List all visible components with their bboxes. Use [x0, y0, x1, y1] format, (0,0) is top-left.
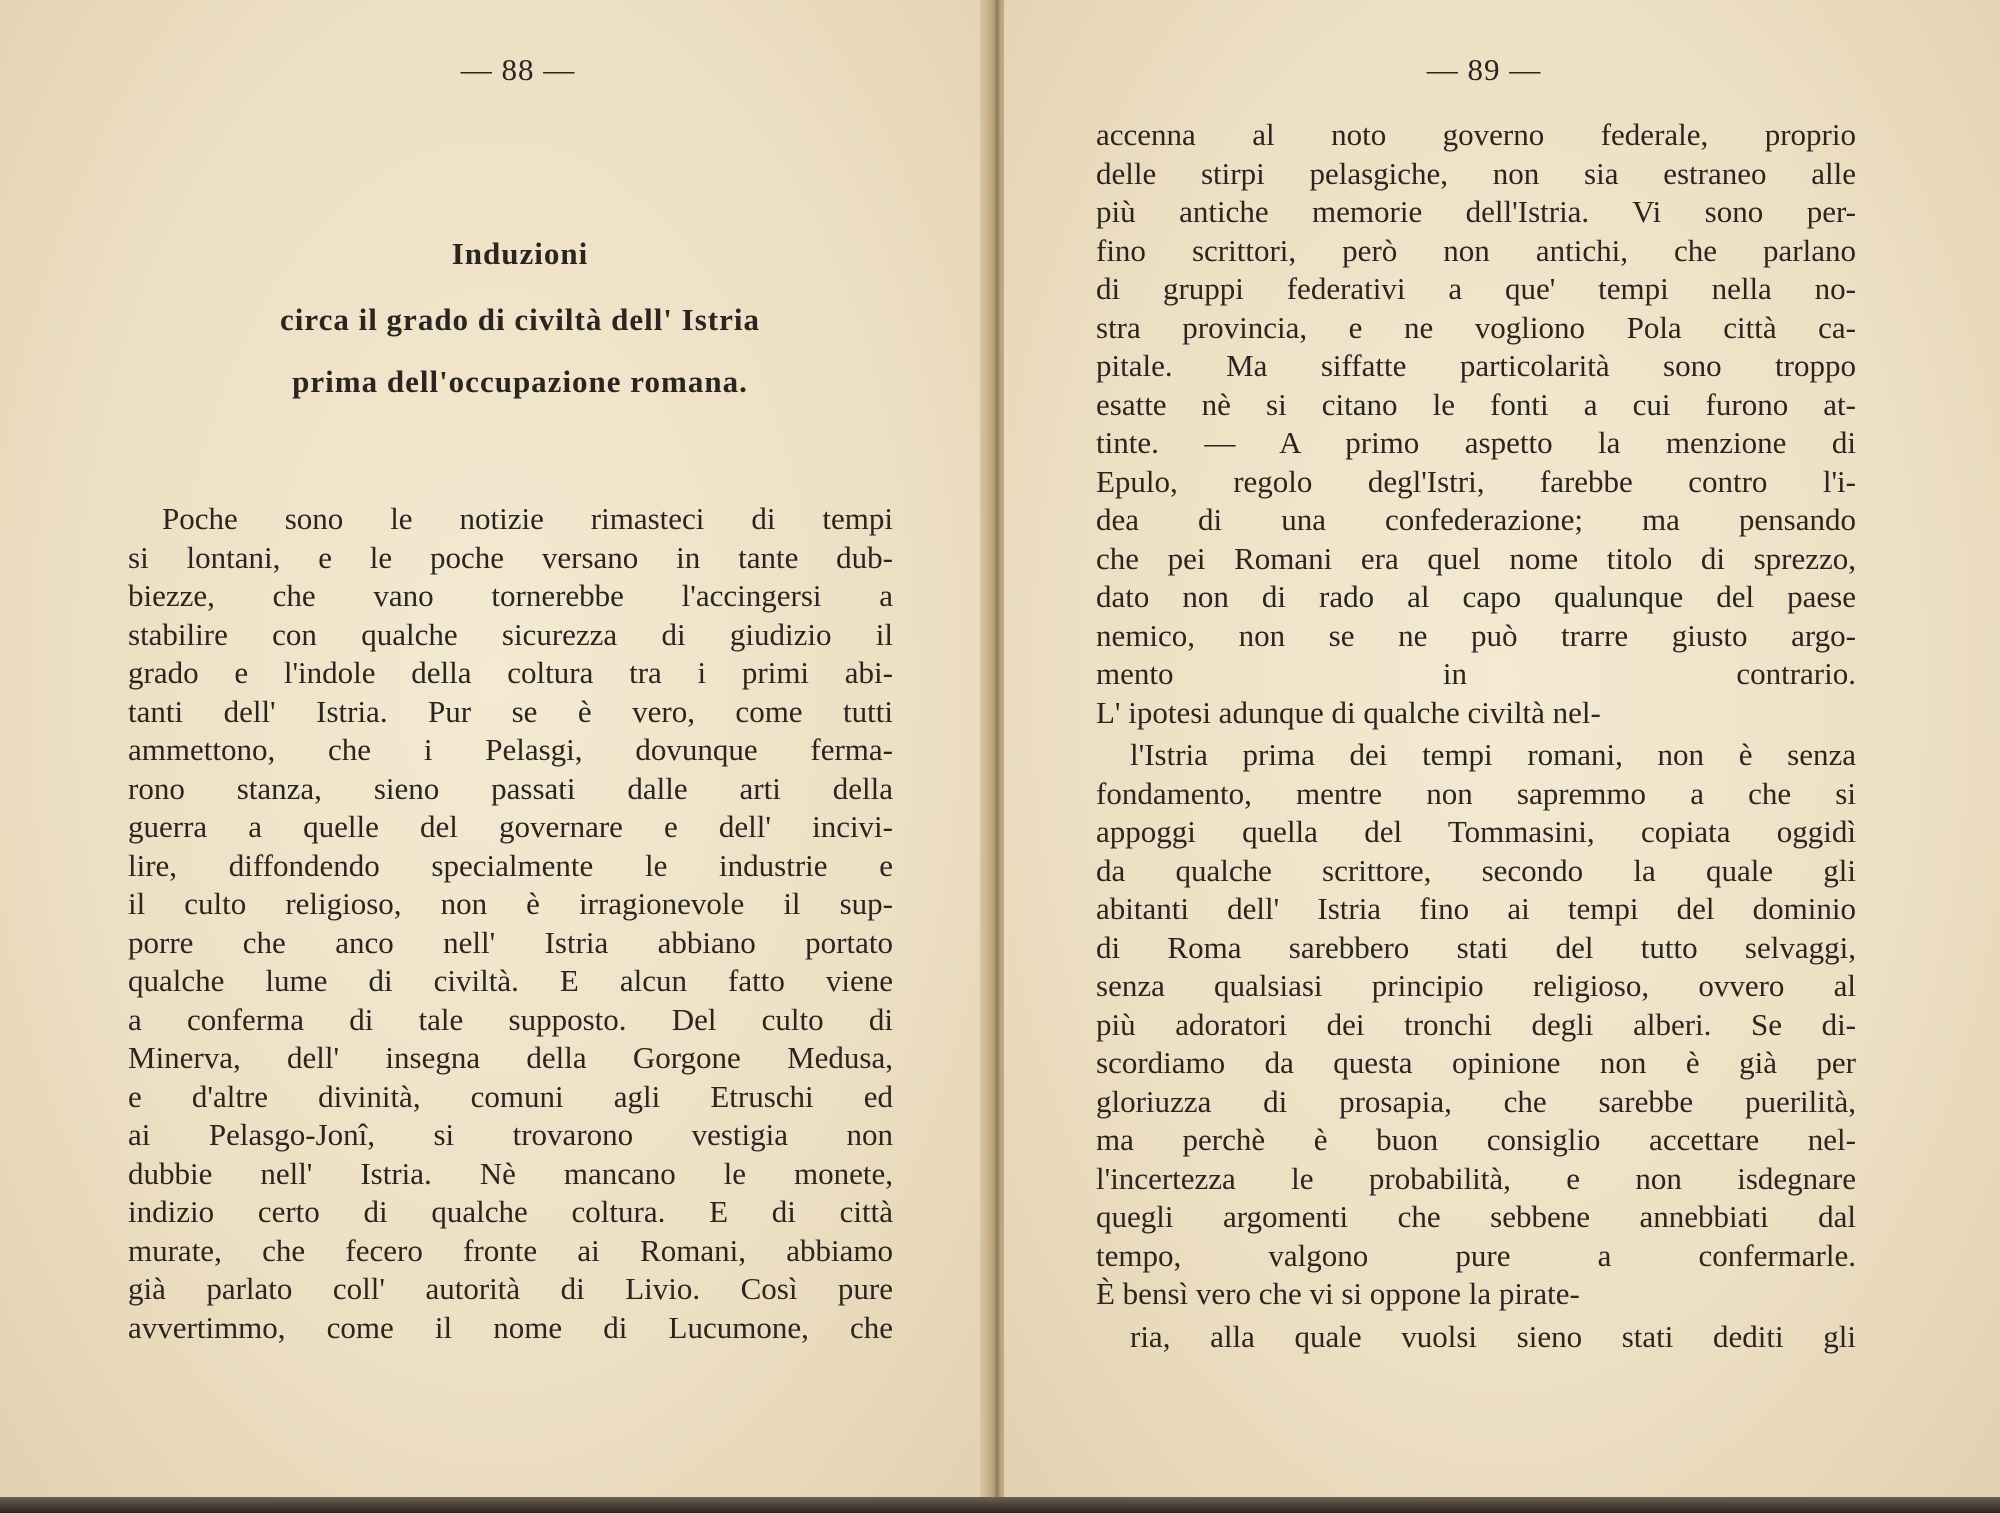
right-page-text [1096, 116, 1856, 1356]
text-line: avvertimmo, come il nome di Lucumone, che [128, 1309, 893, 1345]
text-line: lire, diffondendo specialmente le industrie e [128, 847, 893, 883]
text-line: l'incertezza le probabilità, e non isdegnare [1096, 1160, 1856, 1196]
left-page-text [128, 500, 893, 1347]
text-line: più adoratori dei tronchi degli alberi. Se di- [1096, 1006, 1856, 1042]
text-line: pitale. Ma siffatte particolarità sono troppo [1096, 348, 1856, 383]
text-line: e d'altre divinità, comuni agli Etruschi ed [128, 1078, 893, 1114]
text-line: ria, alla quale vuolsi sieno stati dediti gli [1130, 1318, 1856, 1354]
text-line: l'Istria prima dei tempi romani, non è senza [1130, 737, 1856, 772]
text-line: scordiamo da questa opinione non è già per [1096, 1045, 1856, 1080]
text-line: fino scrittori, però non antichi, che parlano [1096, 232, 1856, 268]
left-page [0, 0, 990, 1513]
text-line: di gruppi federativi a que' tempi nella no- [1096, 271, 1856, 306]
text-line: si lontani, e le poche versano in tante dub- [128, 539, 893, 575]
text-line: accenna al noto governo federale, proprio [1096, 117, 1856, 152]
text-line: tempo, valgono pure a confermarle. [1096, 1237, 1856, 1273]
text-line: a conferma di tale supposto. Del culto di [128, 1001, 893, 1037]
right-page [1004, 0, 2000, 1513]
text-line: dubbie nell' Istria. Nè mancano le monete, [128, 1155, 893, 1191]
text-line: grado e l'indole della coltura tra i primi abi- [128, 655, 893, 690]
text-line: stra provincia, e ne vogliono Pola città ca- [1096, 309, 1856, 345]
text-line: Minerva, dell' insegna della Gorgone Medusa, [128, 1040, 893, 1075]
text-line: esatte nè si citano le fonti a cui furono at- [1096, 386, 1856, 422]
page-number-left: — 88 — [460, 52, 576, 87]
text-line: indizio certo di qualche coltura. E di città [128, 1194, 893, 1229]
text-line: murate, che fecero fronte ai Romani, abbiamo [128, 1232, 893, 1268]
text-line: che pei Romani era quel nome titolo di sprezzo, [1096, 540, 1856, 576]
text-line: di Roma sarebbero stati del tutto selvaggi, [1096, 929, 1856, 965]
text-line: delle stirpi pelasgiche, non sia estraneo alle [1096, 155, 1856, 191]
text-line: appoggi quella del Tommasini, copiata oggidì [1096, 814, 1856, 849]
text-line: tanti dell' Istria. Pur se è vero, come tutti [128, 693, 893, 729]
chapter-title-line-3: prima dell'occupazione romana. [292, 364, 748, 399]
text-line: ma perchè è buon consiglio accettare nel- [1096, 1122, 1856, 1157]
text-line: qualche lume di civiltà. E alcun fatto viene [128, 963, 893, 998]
text-line: dato non di rado al capo qualunque del paese [1096, 579, 1856, 614]
text-line: quegli argomenti che sebbene annebbiati dal [1096, 1199, 1856, 1234]
text-line: senza qualsiasi principio religioso, ovvero al [1096, 968, 1856, 1003]
text-line: porre che anco nell' Istria abbiano portato [128, 924, 893, 960]
text-line: Epulo, regolo degl'Istri, farebbe contro l'i- [1096, 463, 1856, 499]
text-line: già parlato coll' autorità di Livio. Così pure [128, 1271, 893, 1306]
chapter-title-line-2: circa il grado di civiltà dell' Istria [280, 302, 760, 337]
text-line: il culto religioso, non è irragionevole il sup- [128, 886, 893, 921]
page-bottom-edge [0, 1497, 2000, 1513]
text-line: dea di una confederazione; ma pensando [1096, 502, 1856, 537]
text-line: rono stanza, sieno passati dalle arti della [128, 770, 893, 806]
text-line: mento in contrario. [1096, 656, 1856, 691]
text-line: È bensì vero che vi si oppone la pirate- [1096, 1276, 1580, 1311]
text-line: L' ipotesi adunque di qualche civiltà nel- [1096, 694, 1601, 730]
text-line: abitanti dell' Istria fino ai tempi del dominio [1096, 891, 1856, 926]
text-line: ammettono, che i Pelasgi, dovunque ferma- [128, 732, 893, 767]
text-line: nemico, non se ne può trarre giusto argo- [1096, 617, 1856, 653]
text-line: biezze, che vano tornerebbe l'accingersi a [128, 578, 893, 613]
text-line: più antiche memorie dell'Istria. Vi sono per- [1096, 194, 1856, 229]
text-line: guerra a quelle del governare e dell' incivi- [128, 809, 893, 844]
text-line: tinte. — A primo aspetto la menzione di [1096, 425, 1856, 460]
text-line: ai Pelasgo-Jonî, si trovarono vestigia non [128, 1117, 893, 1152]
chapter-title-line-1: Induzioni [451, 236, 589, 271]
page-number-right: — 89 — [1426, 52, 1542, 87]
text-line: Poche sono le notizie rimasteci di tempi [162, 501, 893, 536]
text-line: fondamento, mentre non sapremmo a che si [1096, 775, 1856, 811]
text-line: da qualche scrittore, secondo la quale gli [1096, 852, 1856, 888]
text-line: gloriuzza di prosapia, che sarebbe puerilità, [1096, 1083, 1856, 1119]
text-line: stabilire con qualche sicurezza di giudizio il [128, 616, 893, 652]
